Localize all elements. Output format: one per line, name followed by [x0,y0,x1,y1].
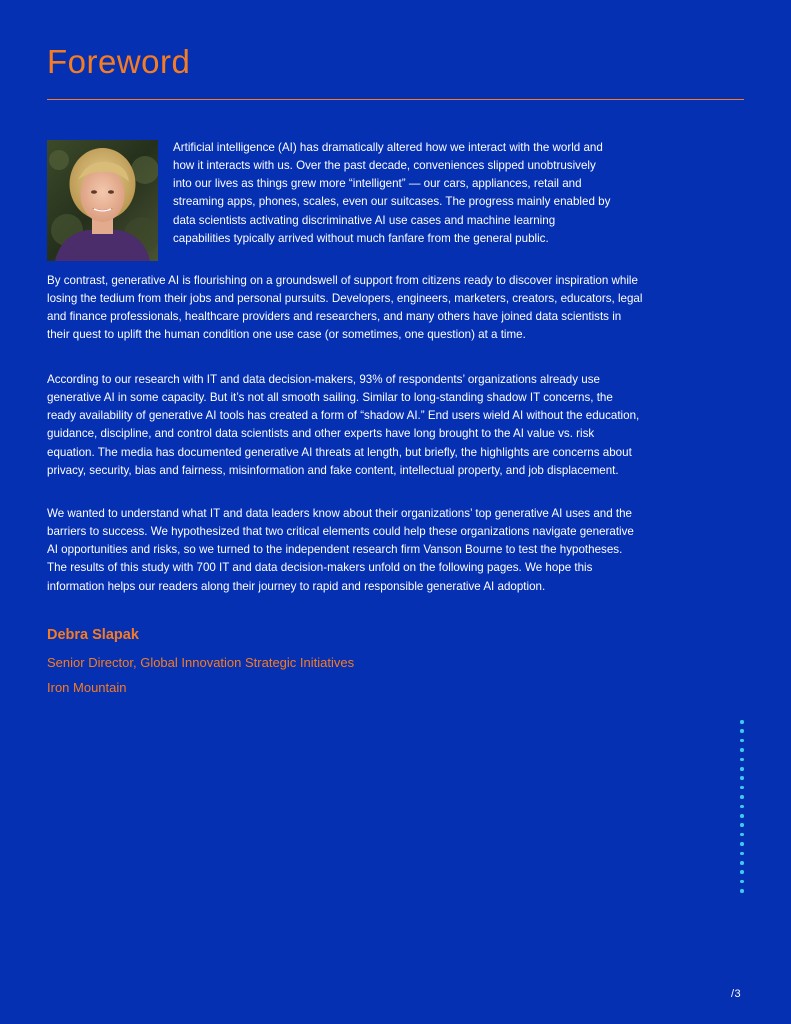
decorative-dot [740,814,744,818]
decorative-dot [740,823,744,827]
author-portrait [47,140,158,261]
decorative-dot-column [739,720,745,900]
decorative-dot [740,720,744,724]
decorative-dot [740,729,744,733]
page-title: Foreword [47,43,191,80]
decorative-dot [740,889,744,893]
decorative-dot [740,795,744,799]
author-name: Debra Slapak [47,627,139,643]
decorative-dot [740,861,744,865]
decorative-dot [740,880,744,884]
author-portrait-icon [47,140,158,261]
body-paragraph-study-purpose: We wanted to understand what IT and data leaders know about their organizations’ top generative AI uses and the barriers to success. We hypothesized that two critical elements could help these organizations navigate generative AI opportunities and risks, so we turned to the independent research firm Vanson Bourne to test the hypotheses. The results of this study with 700 IT and data decision-makers unfold on the following pages. We hope this information helps our readers along their journey to rapid and responsible generative AI adoption. [47,507,634,593]
title-divider [47,99,744,100]
decorative-dot [740,748,744,752]
decorative-dot [740,767,744,771]
decorative-dot [740,805,744,809]
body-paragraph-generative-ai-support: By contrast, generative AI is flourishing on a groundswell of support from citizens ready to discover inspiration while losing the tedium from their jobs and personal pursuits. Developers, engineers, marketers, creators, educators, legal and finance professionals, healthcare providers and researchers, and many others have joined data scientists in their quest to uplift the human condition one use case (or sometimes, one question) at a time. [47,274,643,342]
decorative-dot [740,852,744,856]
page-number: /3 [731,988,742,1000]
decorative-dot [740,870,744,874]
decorative-dot [740,776,744,780]
body-paragraph-research-findings: According to our research with IT and data decision-makers, 93% of respondents’ organizations already use generative AI in some capacity. But it’s not all smooth sailing. Similar to long-standing shadow IT concerns, the ready availability of generative AI tools has created a form of “shadow AI.” End users wield AI without the education, guidance, discipline, and control data scientists and other experts have long brought to the AI value vs. risk equation. The media has documented generative AI threats at length, but briefly, the highlights are concerns about privacy, security, bias and fairness, misinformation and fake content, intellectual property, and job displacement. [47,373,640,477]
intro-paragraph: Artificial intelligence (AI) has dramatically altered how we interact with the world and how it interacts with us. Over the past decade, conveniences slipped unobtrusively into our lives as things grew more “intelligent” — our cars, appliances, retail and streaming apps, phones, scales, even our suitcases. The progress mainly enabled by data scientists activating discriminative AI use cases and machine learning capabilities typically arrived without much fanfare from the general public. [173,141,611,245]
decorative-dot [740,786,744,790]
author-title: Senior Director, Global Innovation Strategic Initiatives [47,655,355,670]
author-organization: Iron Mountain [47,680,127,695]
decorative-dot [740,758,744,762]
decorative-dot [740,833,744,837]
decorative-dot [740,842,744,846]
decorative-dot [740,739,744,743]
